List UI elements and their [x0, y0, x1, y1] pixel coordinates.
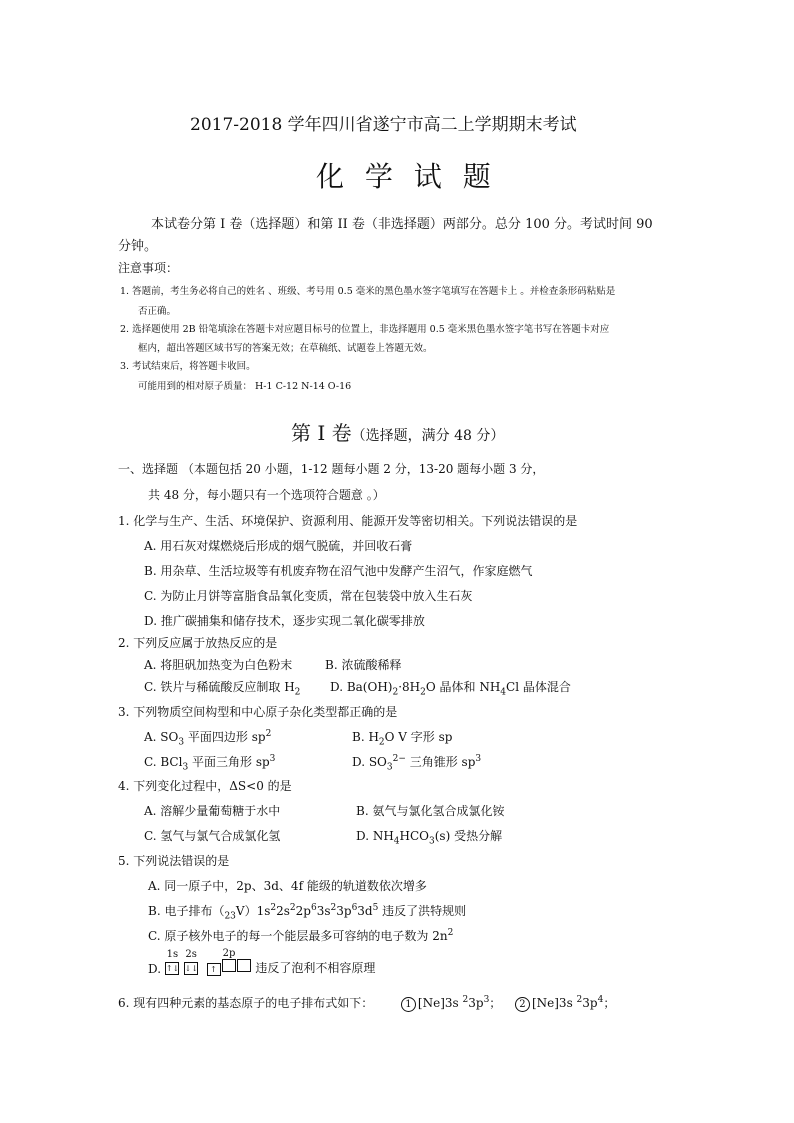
q3-stem: 3. 下列物质空间构型和中心原子杂化类型都正确的是 — [118, 705, 398, 719]
intro-line-2: 分钟。 — [118, 239, 158, 254]
circled-number-2: 2 — [515, 997, 530, 1012]
intro-line-1: 本试卷分第 I 卷（选择题）和第 II 卷（非选择题）两部分。总分 100 分。考试时间 90 — [151, 217, 653, 232]
notice-heading: 注意事项： — [118, 261, 179, 275]
q2-stem: 2. 下列反应属于放热反应的是 — [118, 636, 278, 650]
q3-option-d: D. $SO_3^{2-}$ 三角锥形 $sp^3$ — [352, 754, 482, 773]
notice-item-1-line-2: 否正确。 — [138, 306, 177, 317]
orbital-1s: 1s ↑↓ — [165, 949, 180, 973]
q1-option-c: C. 为防止月饼等富脂食品氧化变质，常在包装袋中放入生石灰 — [144, 589, 473, 603]
q4-option-a: A. 溶解少量葡萄糖于水中 — [144, 804, 281, 818]
section-line-1: 一、选择题 （本题包括 20 小题，1-12 题每小题 2 分，13-20 题每小题 3 分， — [118, 462, 545, 476]
notice-item-3: 3. 考试结束后，将答题卡收回。 — [120, 361, 256, 372]
q5-option-d: D. 1s ↑↓ 2s ↓↓ 2p ↑ 违反了泡利不相容原理 — [148, 948, 376, 976]
q5-option-c: C. 原子核外电子的每一个能层最多可容纳的电子数为 $2n^2$ — [148, 928, 454, 943]
q2-option-c: C. 铁片与稀硫酸反应制取 $H_2$ — [144, 680, 301, 698]
volume-heading — [291, 417, 504, 446]
atomic-masses: 可能用到的相对原子质量： H-1 C-12 N-14 O-16 — [138, 381, 352, 392]
q4-stem: 4. 下列变化过程中，ΔS<0 的是 — [118, 779, 292, 793]
notice-item-2-line-2: 框内，超出答题区域书写的答案无效；在草稿纸、试题卷上答题无效。 — [138, 343, 433, 354]
volume-title: 第 I 卷 — [291, 421, 352, 445]
q3-option-a: A. $SO_3$ 平面四边形 $sp^2$ — [144, 729, 272, 748]
q3-option-c: C. BCl$_3$ 平面三角形 $sp^3$ — [144, 754, 276, 773]
q3-option-b: B. $H_2O$ V 字形 sp — [352, 730, 453, 748]
q4-option-b: B. 氨气与氯化氢合成氯化铵 — [356, 804, 505, 818]
notice-item-2-line-1: 2. 选择题使用 2B 铅笔填涂在答题卡对应题目标号的位置上，非选择题用 0.5 毫米黑色墨水签字笔书写在答题卡对应 — [120, 324, 610, 335]
q4-option-d: D. $NH_4HCO_3(s)$ 受热分解 — [356, 829, 503, 847]
q1-option-b: B. 用杂草、生活垃圾等有机废弃物在沼气池中发酵产生沼气，作家庭燃气 — [144, 564, 533, 578]
q2-option-a: A. 将胆矾加热变为白色粉末 — [144, 658, 293, 672]
q6-stem: 6. 现有四种元素的基态原子的电子排布式如下： 1 [Ne]3s $^23p^3$； 2 [Ne]3s $^23p^4$； — [118, 995, 616, 1010]
section-line-2: 共 48 分，每小题只有一个选项符合题意 。） — [148, 488, 385, 502]
q2-option-b: B. 浓硫酸稀释 — [325, 658, 402, 672]
exam-title: 2017-2018 学年四川省遂宁市高二上学期期末考试 — [190, 115, 577, 135]
circled-number-1: 1 — [401, 997, 416, 1012]
q5-stem: 5. 下列说法错误的是 — [118, 854, 230, 868]
q5-option-b: B. 电子排布$(_{23}V)1s^22s^22p^63s^23p^63d^5$ 违反了洪特规则 — [148, 903, 467, 922]
volume-note: （选择题，满分 48 分） — [351, 428, 505, 444]
notice-item-1-line-1: 1. 答题前，考生务必将自己的姓名 、班级、考号用 0.5 毫米的黑色墨水签字笔填写在答题卡上 。并检查条形码粘贴是 — [120, 286, 616, 297]
q1-option-d: D. 推广碳捕集和储存技术，逐步实现二氧化碳零排放 — [144, 614, 425, 628]
q2-option-d: D. $Ba(OH)_2\cdot 8H_2O$ 晶体和 $NH_4Cl$ 晶体混合 — [330, 680, 571, 698]
orbital-2s: 2s ↓↓ — [184, 949, 199, 973]
q1-option-a: A. 用石灰对煤燃烧后形成的烟气脱硫，并回收石膏 — [144, 539, 413, 553]
q1-stem: 1. 化学与生产、生活、环境保护、资源利用、能源开发等密切相关。下列说法错误的是 — [118, 514, 578, 528]
orbital-2p: 2p ↑ — [207, 949, 252, 976]
q5-option-a: A. 同一原子中，2p、3d、4f 能级的轨道数依次增多 — [148, 879, 427, 893]
subject-title: 化 学 试 题 — [316, 160, 497, 193]
q4-option-c: C. 氢气与氯气合成氯化氢 — [144, 829, 281, 843]
